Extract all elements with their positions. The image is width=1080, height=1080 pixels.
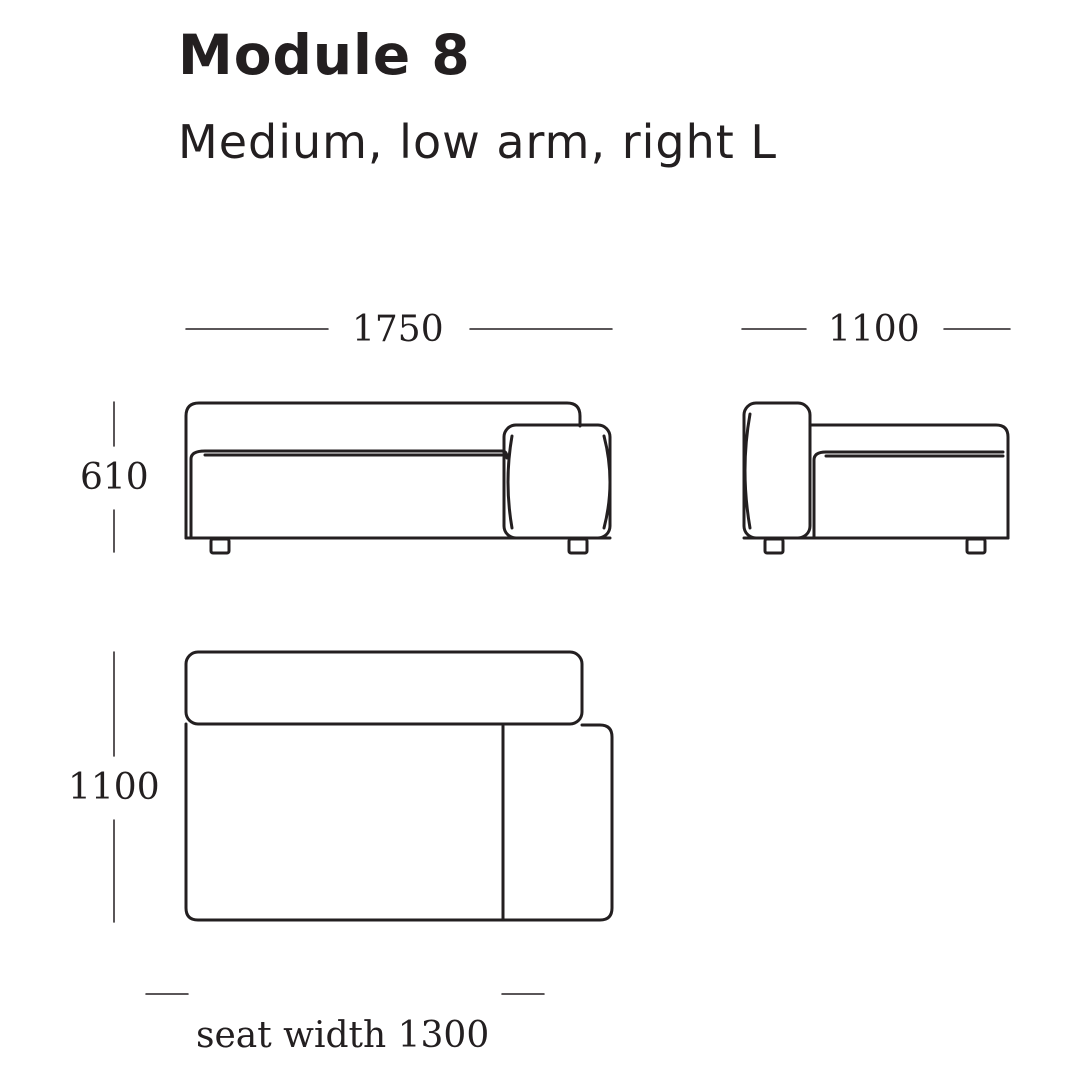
front-backrest-outline bbox=[186, 403, 580, 538]
side-seat-cushion bbox=[814, 452, 1003, 538]
side-leg-right bbox=[967, 539, 985, 553]
front-seat-cushion bbox=[191, 451, 507, 538]
front-arm-block bbox=[504, 425, 610, 538]
front-arm-inner-bulge bbox=[508, 436, 512, 528]
plan-view bbox=[186, 652, 612, 920]
side-leg-left bbox=[765, 539, 783, 553]
front-elevation-view bbox=[186, 403, 610, 553]
plan-seat-outline bbox=[186, 724, 612, 920]
side-arm-bulge bbox=[745, 414, 750, 528]
dimension-seat-width: seat width 1300 bbox=[196, 1015, 490, 1056]
module-title: Module 8 bbox=[178, 23, 471, 87]
front-leg-left bbox=[211, 539, 229, 553]
dimension-plan-depth: 1100 bbox=[68, 767, 160, 808]
module-subtitle: Medium, low arm, right L bbox=[178, 115, 778, 169]
dimension-front-width: 1750 bbox=[352, 309, 444, 350]
dimension-height: 610 bbox=[80, 457, 149, 498]
side-arm-block bbox=[744, 403, 810, 538]
side-backrest-outline bbox=[810, 425, 1008, 538]
front-leg-right bbox=[569, 539, 587, 553]
dimension-side-depth: 1100 bbox=[828, 309, 920, 350]
plan-backrest bbox=[186, 652, 582, 724]
side-elevation-view bbox=[744, 403, 1008, 553]
dimension-lines bbox=[114, 329, 1010, 994]
